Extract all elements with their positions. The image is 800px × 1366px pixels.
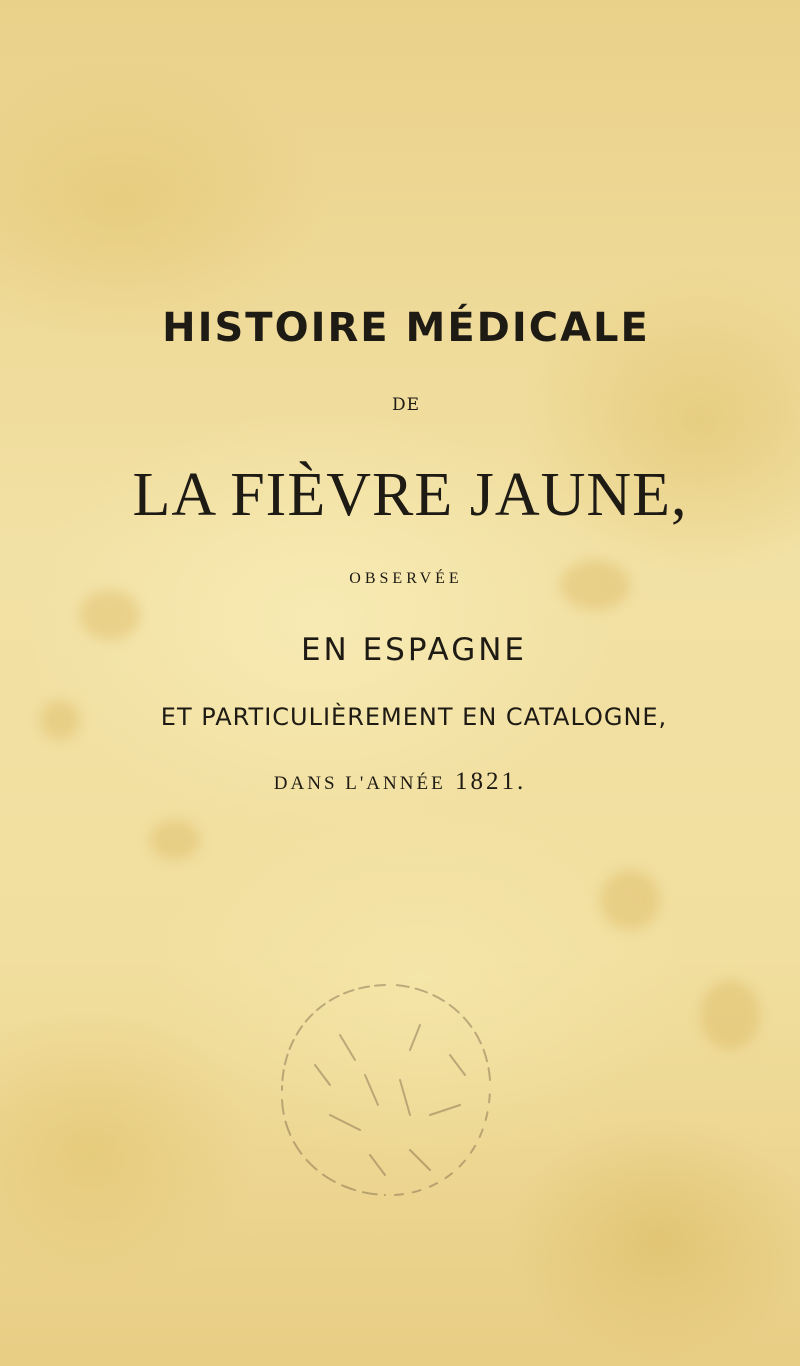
date-prefix: DANS L'ANNÉE [273,773,446,794]
foxing-stain [150,820,200,860]
library-stamp [260,965,510,1215]
date-year: 1821. [454,768,527,795]
foxing-stain [600,870,660,930]
subtitle-espagne: EN ESPAGNE [300,632,528,668]
foxing-stain [700,980,760,1050]
show-through-text [0,105,800,149]
subtitle-observee: OBSERVÉE [349,570,463,587]
title-line-2: DE [391,395,421,415]
date-line [0,768,800,796]
title-line-1: HISTOIRE MÉDICALE [162,305,650,351]
title-line-3: LA FIÈVRE JAUNE, [132,461,688,529]
subtitle-catalogne: ET PARTICULIÈREMENT EN CATALOGNE, [160,703,668,731]
